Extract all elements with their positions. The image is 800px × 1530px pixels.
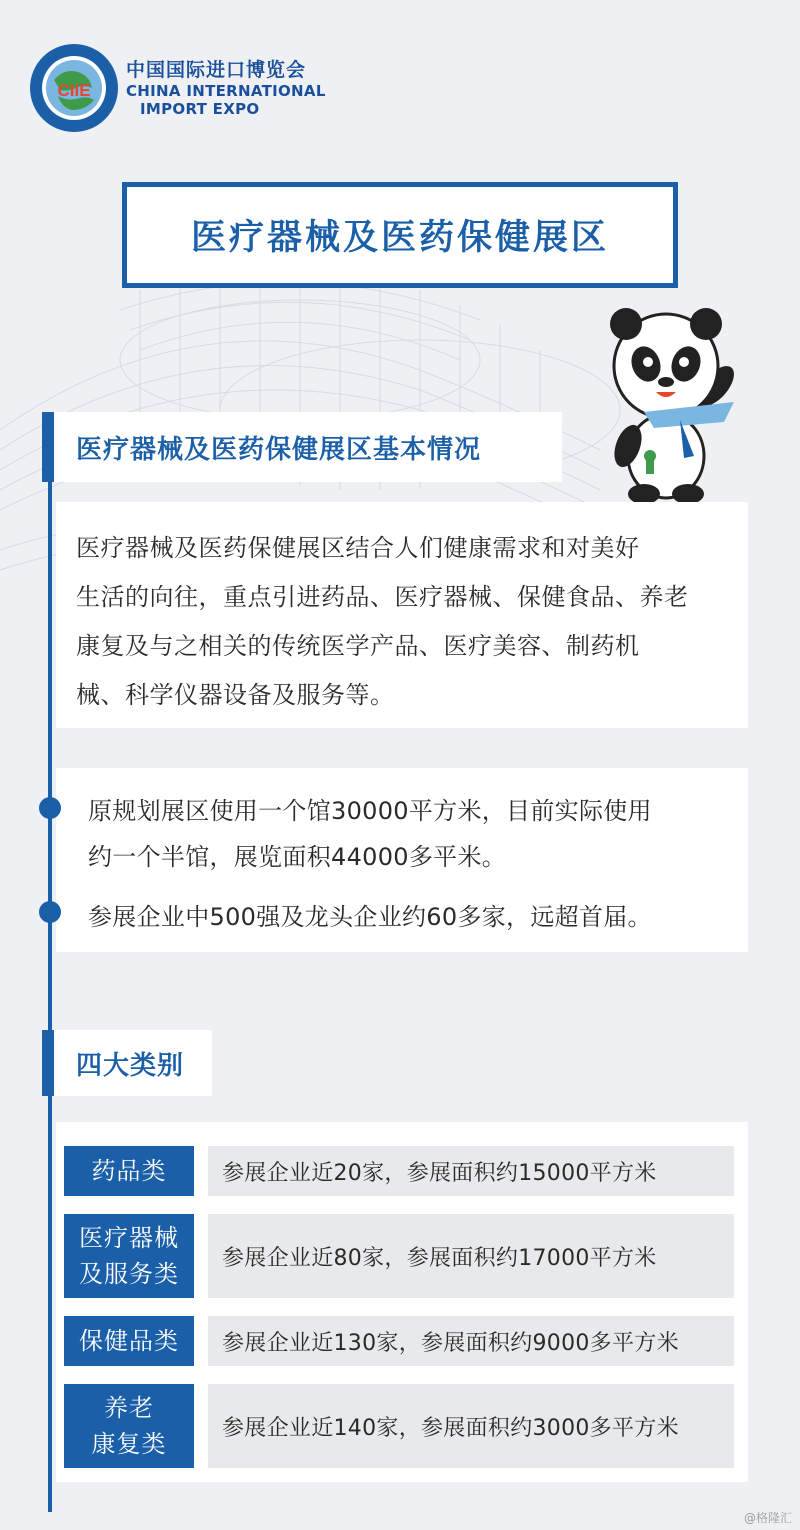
facts-panel bbox=[56, 768, 748, 952]
intro-line: 生活的向往，重点引进药品、医疗器械、保健食品、养老 bbox=[76, 583, 689, 611]
timeline-line bbox=[48, 412, 52, 1512]
heading-accent-bar bbox=[42, 412, 54, 482]
timeline-bullet-dot bbox=[39, 901, 61, 923]
category-value: 参展企业近140家，参展面积约3000多平方米 bbox=[208, 1384, 734, 1468]
category-row bbox=[64, 1384, 734, 1468]
category-label-line: 保健品类 bbox=[79, 1327, 179, 1355]
emblem-text: CIIE bbox=[57, 81, 91, 100]
fact-line: 约一个半馆，展览面积44000多平米。 bbox=[88, 843, 507, 871]
intro-panel bbox=[56, 502, 748, 728]
category-value: 参展企业近80家，参展面积约17000平方米 bbox=[208, 1214, 734, 1298]
heading-accent-bar bbox=[42, 1030, 54, 1096]
ciie-logo bbox=[28, 42, 326, 134]
category-label-line: 养老 bbox=[104, 1394, 154, 1422]
page-title: 医疗器械及医药保健展区 bbox=[190, 218, 609, 258]
category-label-line: 药品类 bbox=[91, 1157, 167, 1185]
logo-chinese-name: 中国国际进口博览会 bbox=[126, 59, 307, 81]
section-categories-heading bbox=[42, 1030, 212, 1096]
intro-line: 械、科学仪器设备及服务等。 bbox=[76, 681, 395, 709]
category-label-line: 医疗器械 bbox=[79, 1224, 179, 1252]
category-label-line: 及服务类 bbox=[79, 1260, 179, 1288]
section-heading-text: 医疗器械及医药保健展区基本情况 bbox=[76, 434, 482, 465]
category-value: 参展企业近130家，参展面积约9000多平方米 bbox=[208, 1316, 734, 1366]
category-label bbox=[64, 1384, 194, 1468]
categories-panel bbox=[56, 1122, 748, 1482]
fact-item bbox=[88, 894, 728, 940]
section-basic-info-heading bbox=[42, 412, 562, 482]
intro-line: 康复及与之相关的传统医学产品、医疗美容、制药机 bbox=[76, 632, 640, 660]
category-row bbox=[64, 1316, 734, 1366]
fact-line: 原规划展区使用一个馆30000平方米，目前实际使用 bbox=[88, 797, 652, 825]
logo-english-line1: CHINA INTERNATIONAL bbox=[126, 82, 326, 100]
fact-line: 参展企业中500强及龙头企业约60多家，远超首届。 bbox=[88, 903, 652, 931]
intro-line: 医疗器械及医药保健展区结合人们健康需求和对美好 bbox=[76, 534, 640, 562]
category-label bbox=[64, 1146, 194, 1196]
ciie-emblem-icon bbox=[28, 42, 120, 134]
category-label bbox=[64, 1214, 194, 1298]
category-row bbox=[64, 1146, 734, 1196]
timeline-bullet-dot bbox=[39, 797, 61, 819]
logo-text-block bbox=[126, 58, 326, 118]
category-label bbox=[64, 1316, 194, 1366]
page-title-box bbox=[122, 182, 678, 288]
logo-english-line2: IMPORT EXPO bbox=[140, 100, 260, 118]
panda-mascot-icon bbox=[584, 306, 754, 506]
source-watermark: @格隆汇 bbox=[743, 1511, 792, 1525]
category-label-line: 康复类 bbox=[91, 1430, 167, 1458]
fact-item bbox=[88, 788, 728, 880]
category-value: 参展企业近20家，参展面积约15000平方米 bbox=[208, 1146, 734, 1196]
section-heading-text: 四大类别 bbox=[76, 1050, 185, 1081]
category-row bbox=[64, 1214, 734, 1298]
